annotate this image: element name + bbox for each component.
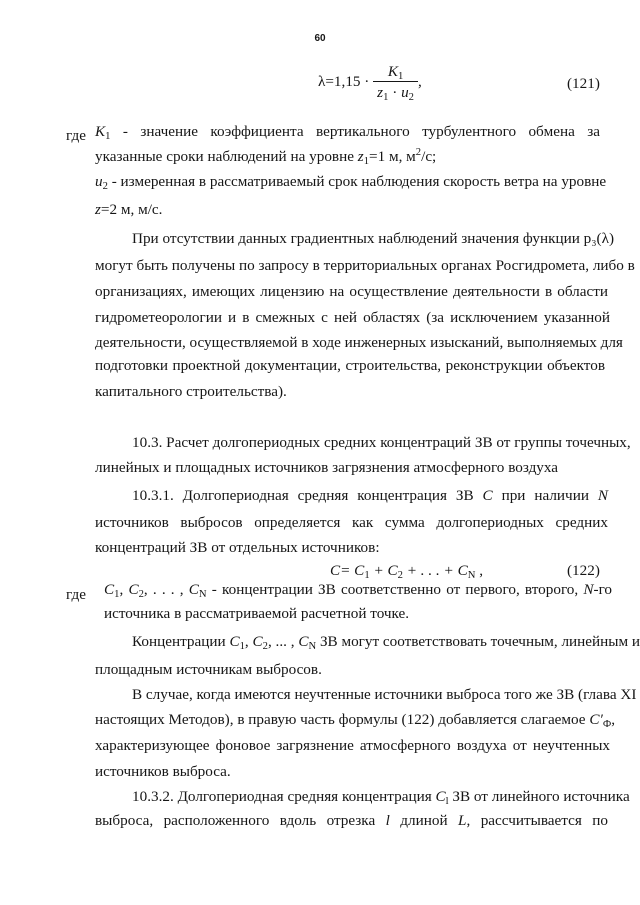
equation-122: $C= C_1 + C_2$ + . . . + $C_N$ , [330, 562, 484, 581]
para-absence-line-7: капитального строительства). [95, 383, 287, 400]
page-number: 60 [314, 33, 326, 44]
para-10-3-2-line-2: выброса, расположенного вдоль отрезка l длиной L, рассчитывается по [95, 812, 608, 829]
equation-121: λ=1,15 · $\frac{K_1}{z_1 \cdot u_2}$ , [318, 63, 422, 104]
para-absence-line-3: организациях, имеющих лицензию на осуществление деятельности в области [95, 283, 608, 300]
where-k1-line: $K_1$ - значение коэффициента вертикального турбулентного обмена за [95, 123, 600, 142]
para-absence-line-6: подготовки проектной документации, строительства, реконструкции объектов [95, 357, 605, 374]
para-absence-line-4: гидрометеорологии и в смежных с ней областях (за исключением указанной [95, 309, 610, 326]
para-case-line-2: настоящих Методов), в правую часть формулы (122) добавляется слагаемое $C'_Ф$, [95, 711, 616, 730]
eq121-fraction: $\frac{K_1}{z_1 \cdot u_2}$ [373, 63, 418, 102]
where-k1-line2: указанные сроки наблюдений на уровне $z_1=1$ м, $м^2/с$; [95, 147, 437, 167]
para-case-line-4: источников выброса. [95, 763, 231, 780]
where-u2-line: $u_2$ - измеренная в рассматриваемый срок наблюдения скорость ветра на уровне [95, 173, 607, 192]
where-u2-line2: z=2 м, м/с. [95, 201, 163, 218]
para-case-line-1: В случае, когда имеются неучтенные источники выброса того же ЗВ (глава XI [132, 686, 637, 703]
section-heading-10-3-line-1: 10.3. Расчет долгопериодных средних концентраций ЗВ от группы точечных, [132, 434, 631, 451]
para-case-line-3: характеризующее фоновое загрязнение атмосферного воздуха от неучтенных [95, 737, 610, 754]
section-heading-10-3-line-2: линейных и площадных источников загрязнения атмосферного воздуха [95, 459, 559, 476]
equation-121-number: (121) [567, 75, 600, 92]
eq121-lhs: λ=1,15 · [318, 72, 370, 90]
where-label: где [66, 127, 86, 144]
para-concentrations-line-1: Концентрации $C_1$, $C_2$, ... , $C_N$ ЗВ могут соответствовать точечным, линейным и [132, 633, 640, 652]
where-c-line-2: источника в рассматриваемой расчетной точке. [104, 605, 410, 622]
para-10-3-1-line-1: 10.3.1. Долгопериодная средняя концентрация ЗВ C при наличии N [132, 487, 608, 504]
equation-122-number: (122) [567, 562, 600, 579]
where-label-2: где [66, 586, 86, 603]
para-10-3-2-line-1: 10.3.2. Долгопериодная средняя концентрация $C_l$ ЗВ от линейного источника [132, 788, 630, 807]
para-absence-line-1: При отсутствии данных градиентных наблюдений значения функции p₃(λ) [132, 230, 615, 247]
para-absence-line-5: деятельности, осуществляемой в ходе инженерных изысканий, выполняемых для [95, 334, 623, 351]
para-concentrations-line-2: площадным источникам выбросов. [95, 661, 322, 678]
para-10-3-1-line-2: источников выбросов определяется как сумма долгопериодных средних [95, 514, 608, 531]
para-10-3-1-line-3: концентраций ЗВ от отдельных источников: [95, 539, 380, 556]
para-absence-line-2: могут быть получены по запросу в территориальных органах Росгидромета, либо в [95, 257, 635, 274]
where-c-line-1: $C_1$, $C_2$, . . . , $C_N$ - концентрации ЗВ соответственно от первого, второго, N-го [104, 581, 613, 600]
